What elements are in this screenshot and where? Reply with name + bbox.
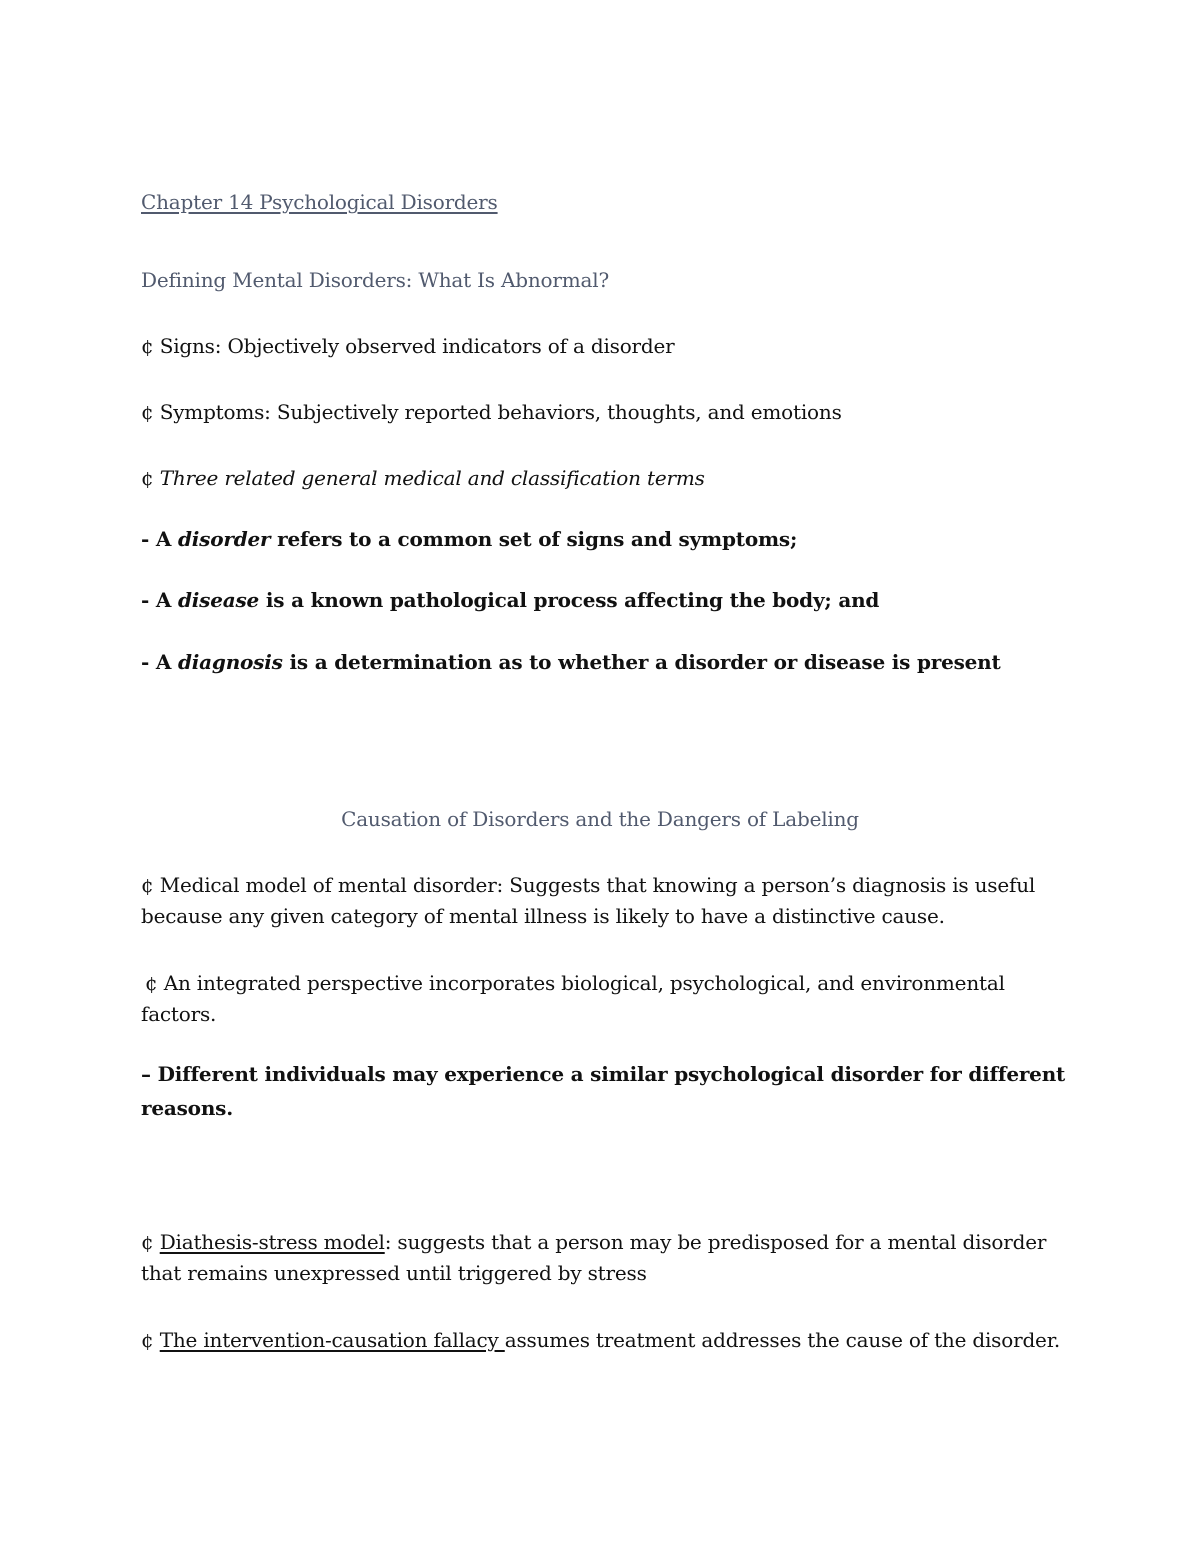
fallacy-term: The intervention-causation fallacy: [159, 1328, 505, 1352]
section-heading-causation: Causation of Disorders and the Dangers of Labeling: [341, 807, 859, 831]
bullet-text: Signs: Objectively observed indicators of a disorder: [159, 334, 675, 358]
medical-model-line-1: [141, 870, 1061, 901]
diathesis-term: Diathesis-stress model: [159, 1230, 385, 1254]
fallacy-line: [141, 1325, 1061, 1356]
bullet-symptoms: [141, 397, 1061, 428]
bullet-text: An integrated perspective incorporates biological, psychological, and environmental: [163, 971, 1005, 995]
bullet-marker: ¢: [141, 873, 154, 897]
term-disease: [141, 585, 1061, 616]
term-word: diagnosis: [177, 650, 283, 674]
medical-model-line-2: because any given category of mental illness is likely to have a distinctive cause.: [141, 904, 945, 928]
term-dash: -: [141, 588, 150, 612]
diathesis-line-1: [141, 1227, 1061, 1258]
different-line-1: [141, 1059, 1066, 1090]
term-article: A: [155, 588, 172, 612]
bullet-marker: ¢: [141, 1328, 154, 1352]
term-definition: is a determination as to whether a disorder or disease is present: [289, 650, 1001, 674]
term-article: A: [155, 527, 172, 551]
bullet-marker: ¢: [141, 1230, 154, 1254]
term-article: A: [155, 650, 172, 674]
diathesis-line-2: that remains unexpressed until triggered by stress: [141, 1261, 647, 1285]
bullet-marker: ¢: [145, 971, 158, 995]
bullet-three-terms: [141, 463, 1061, 494]
different-line-2: reasons.: [141, 1096, 233, 1120]
integrated-line-2: factors.: [141, 1002, 217, 1026]
bullet-text: Three related general medical and classification terms: [159, 466, 705, 490]
integrated-line-1: [141, 968, 1061, 999]
section-heading-defining: Defining Mental Disorders: What Is Abnormal?: [141, 268, 609, 292]
term-disorder: [141, 524, 1061, 555]
term-definition: is a known pathological process affecting the body; and: [265, 588, 880, 612]
bullet-text: Different individuals may experience a similar psychological disorder for different: [157, 1062, 1066, 1086]
term-word: disorder: [177, 527, 271, 551]
bullet-marker: ¢: [141, 466, 154, 490]
bullet-marker: ¢: [141, 400, 154, 424]
bullet-text: Symptoms: Subjectively reported behaviors, thoughts, and emotions: [159, 400, 842, 424]
term-dash: –: [141, 1062, 151, 1086]
term-diagnosis: [141, 647, 1061, 678]
term-dash: -: [141, 527, 150, 551]
bullet-text: : suggests that a person may be predisposed for a mental disorder: [384, 1230, 1047, 1254]
term-dash: -: [141, 650, 150, 674]
bullet-signs: [141, 331, 1061, 362]
term-definition: refers to a common set of signs and symptoms;: [277, 527, 798, 551]
chapter-title: Chapter 14 Psychological Disorders: [141, 190, 498, 214]
term-word: disease: [177, 588, 260, 612]
bullet-marker: ¢: [141, 334, 154, 358]
bullet-text: assumes treatment addresses the cause of the disorder.: [504, 1328, 1061, 1352]
bullet-text: Medical model of mental disorder: Suggests that knowing a person’s diagnosis is useful: [159, 873, 1036, 897]
